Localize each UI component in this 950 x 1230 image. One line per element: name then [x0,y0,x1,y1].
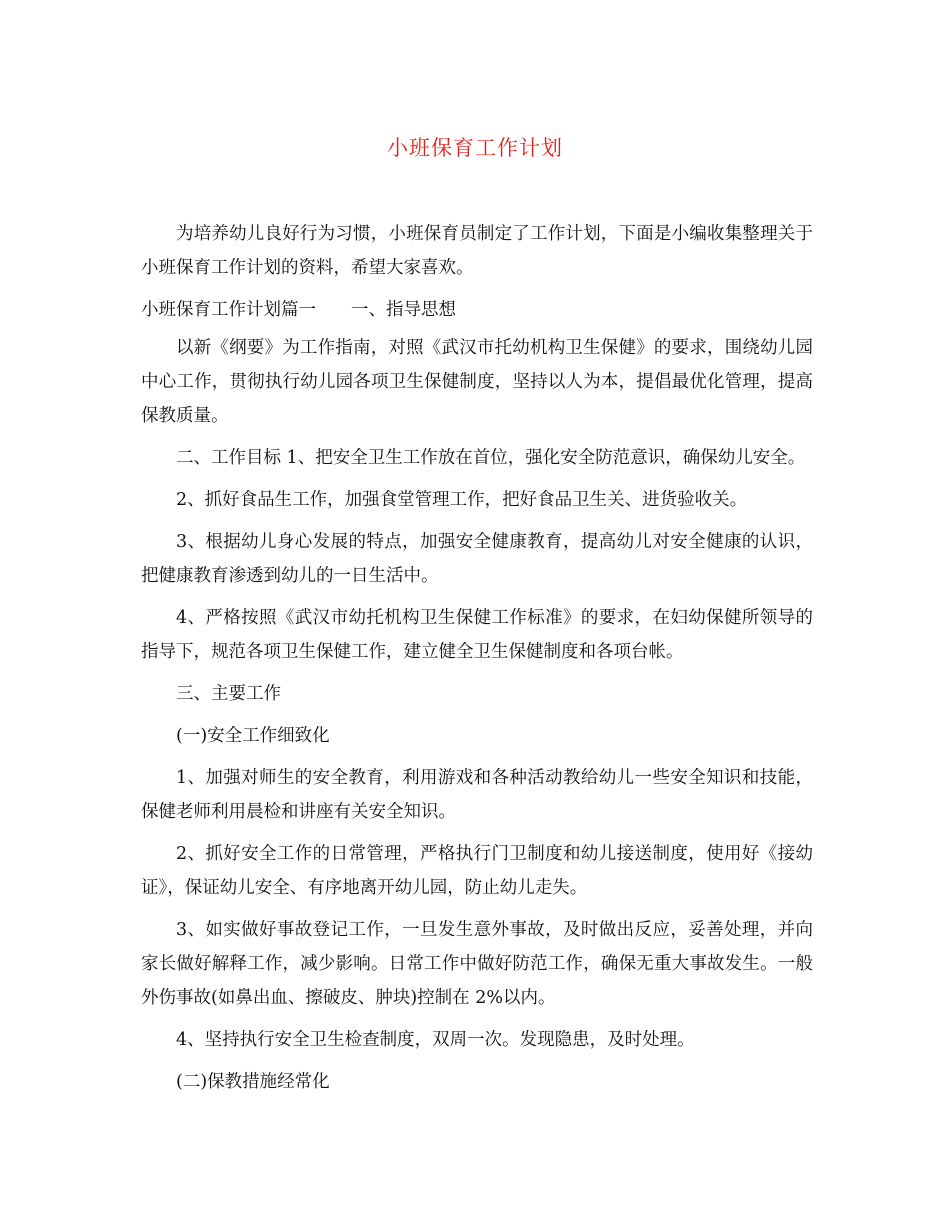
paragraph-goal-3: 3、根据幼儿身心发展的特点，加强安全健康教育，提高幼儿对安全健康的认识，把健康教育渗透到幼儿的一日生活中。 [141,532,813,586]
paragraph-safety-1: 1、加强对师生的安全教育，利用游戏和各种活动教给幼儿一些安全知识和技能，保健老师利用晨检和讲座有关安全知识。 [141,768,813,822]
paragraph-main-work-heading: 三、主要工作 [176,684,281,704]
document-body [141,217,813,1107]
paragraph-safety-3: 3、如实做好事故登记工作，一旦发生意外事故，及时做出反应，妥善处理，并向家长做好解释工作，减少影响。日常工作中做好防范工作，确保无重大事故发生。一般外伤事故(如鼻出血、擦破皮、肿块)控制在 2%以内。 [141,920,813,1008]
document-title: 小班保育工作计划 [387,136,563,160]
paragraph-intro: 为培养幼儿良好行为习惯，小班保育员制定了工作计划，下面是小编收集整理关于小班保育工作计划的资料，希望大家喜欢。 [141,224,813,278]
paragraph-safety-heading: (一)安全工作细致化 [176,726,330,746]
paragraph-goal-2: 2、抓好食品生工作，加强食堂管理工作，把好食品卫生关、进货验收关。 [176,490,748,510]
paragraph-guiding-thought: 以新《纲要》为工作指南，对照《武汉市托幼机构卫生保健》的要求，围绕幼儿园中心工作，贯彻执行幼儿园各项卫生保健制度，坚持以人为本，提倡最优化管理，提高保教质量。 [141,338,813,426]
paragraph-safety-4: 4、坚持执行安全卫生检查制度，双周一次。发现隐患，及时处理。 [176,1030,695,1050]
paragraph-section-heading: 小班保育工作计划篇一 一、指导思想 [141,300,456,320]
paragraph-care-heading: (二)保教措施经常化 [176,1072,330,1092]
paragraph-goal-1: 二、工作目标 1、把安全卫生工作放在首位，强化安全防范意识，确保幼儿安全。 [176,448,806,468]
paragraph-goal-4: 4、严格按照《武汉市幼托机构卫生保健工作标准》的要求，在妇幼保健所领导的指导下，规范各项卫生保健工作，建立健全卫生保健制度和各项台帐。 [141,608,813,662]
paragraph-safety-2: 2、抓好安全工作的日常管理，严格执行门卫制度和幼儿接送制度，使用好《接幼证》，保证幼儿安全、有序地离开幼儿园，防止幼儿走失。 [141,844,813,898]
